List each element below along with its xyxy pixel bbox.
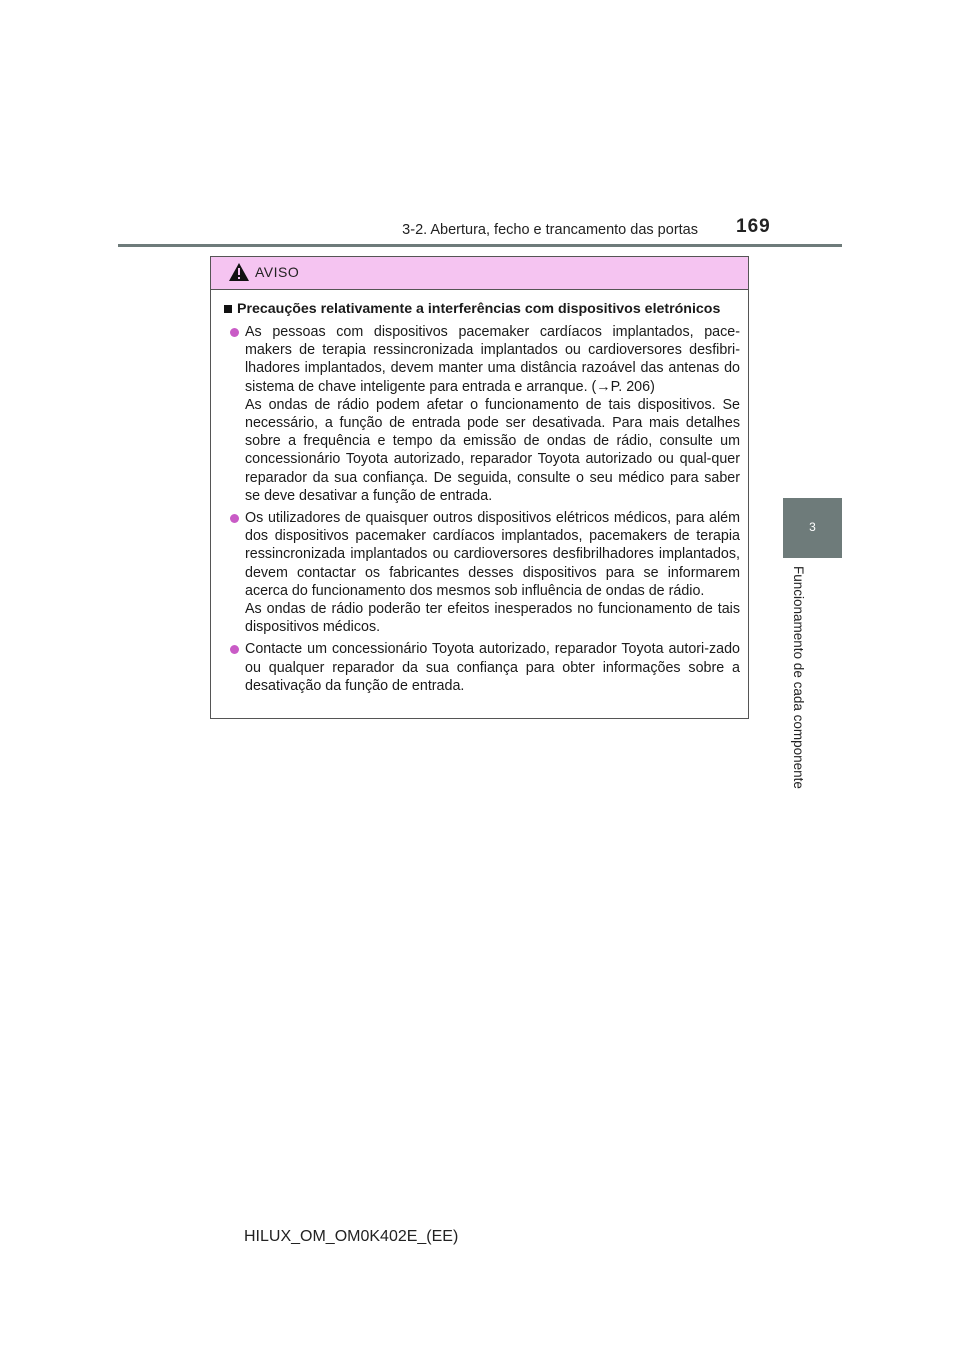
list-item-paragraph: Os utilizadores de quaisquer outros dispositivos elétricos médicos, para além dos dispositivos pacemaker cardíacos implantados, pacemakers de terapia ressincronizada implantados ou cardioversores desfibrilhadores implantados, devem contactar os fabricantes desses dispositivos para se informarem acerca do funcionamento dos mesmos sob influência de ondas de rádio. <box>245 510 740 599</box>
header-rule <box>118 244 842 247</box>
warning-heading-text: Precauções relativamente a interferências com dispositivos eletrónicos <box>237 301 721 317</box>
page-number: 169 <box>736 216 771 237</box>
list-item <box>221 640 740 695</box>
square-bullet-icon <box>224 305 232 313</box>
section-title: 3-2. Abertura, fecho e trancamento das portas <box>402 222 698 238</box>
list-item <box>221 323 740 505</box>
chapter-number: 3 <box>809 520 816 534</box>
warning-label: AVISO <box>255 264 300 280</box>
list-item <box>221 509 740 636</box>
dot-bullet-icon <box>230 328 239 337</box>
chapter-side-title: Funcionamento de cada componente <box>791 566 806 789</box>
chapter-tab <box>783 498 842 558</box>
warning-box <box>210 256 749 719</box>
list-item-text <box>245 509 740 636</box>
dot-bullet-icon <box>230 645 239 654</box>
dot-bullet-icon <box>230 514 239 523</box>
warning-body <box>211 290 748 695</box>
warning-header <box>211 257 748 290</box>
list-item-text <box>245 640 740 695</box>
warning-section-heading <box>221 300 740 319</box>
footer-document-code: HILUX_OM_OM0K402E_(EE) <box>244 1228 459 1245</box>
list-item-paragraph: Contacte um concessionário Toyota autorizado, reparador Toyota autori-zado ou qualquer reparador da sua confiança para obter informações sobre a desativação da função de entrada. <box>245 641 740 694</box>
warning-triangle-icon <box>228 262 250 282</box>
list-item-paragraph: As pessoas com dispositivos pacemaker cardíacos implantados, pace-makers de terapia ressincronizada implantados ou cardioversores desfibri-lhadores implantados, devem manter uma distância razoável das antenas do sistema de chave inteligente para entrada e arranque. (→P. 206) <box>245 324 740 395</box>
list-item-paragraph: As ondas de rádio poderão ter efeitos inesperados no funcionamento de tais dispositivos médicos. <box>245 601 740 636</box>
list-item-paragraph: As ondas de rádio podem afetar o funcionamento de tais dispositivos. Se necessário, a função de entrada pode ser desativada. Para mais detalhes sobre a frequência e tempo da emissão de ondas de rádio, consulte um concessionário Toyota autorizado, reparador Toyota autorizado ou qual-quer reparador da sua confiança. De seguida, consulte o seu médico para saber se deve desativar a função de entrada. <box>245 396 740 504</box>
list-item-text <box>245 323 740 505</box>
